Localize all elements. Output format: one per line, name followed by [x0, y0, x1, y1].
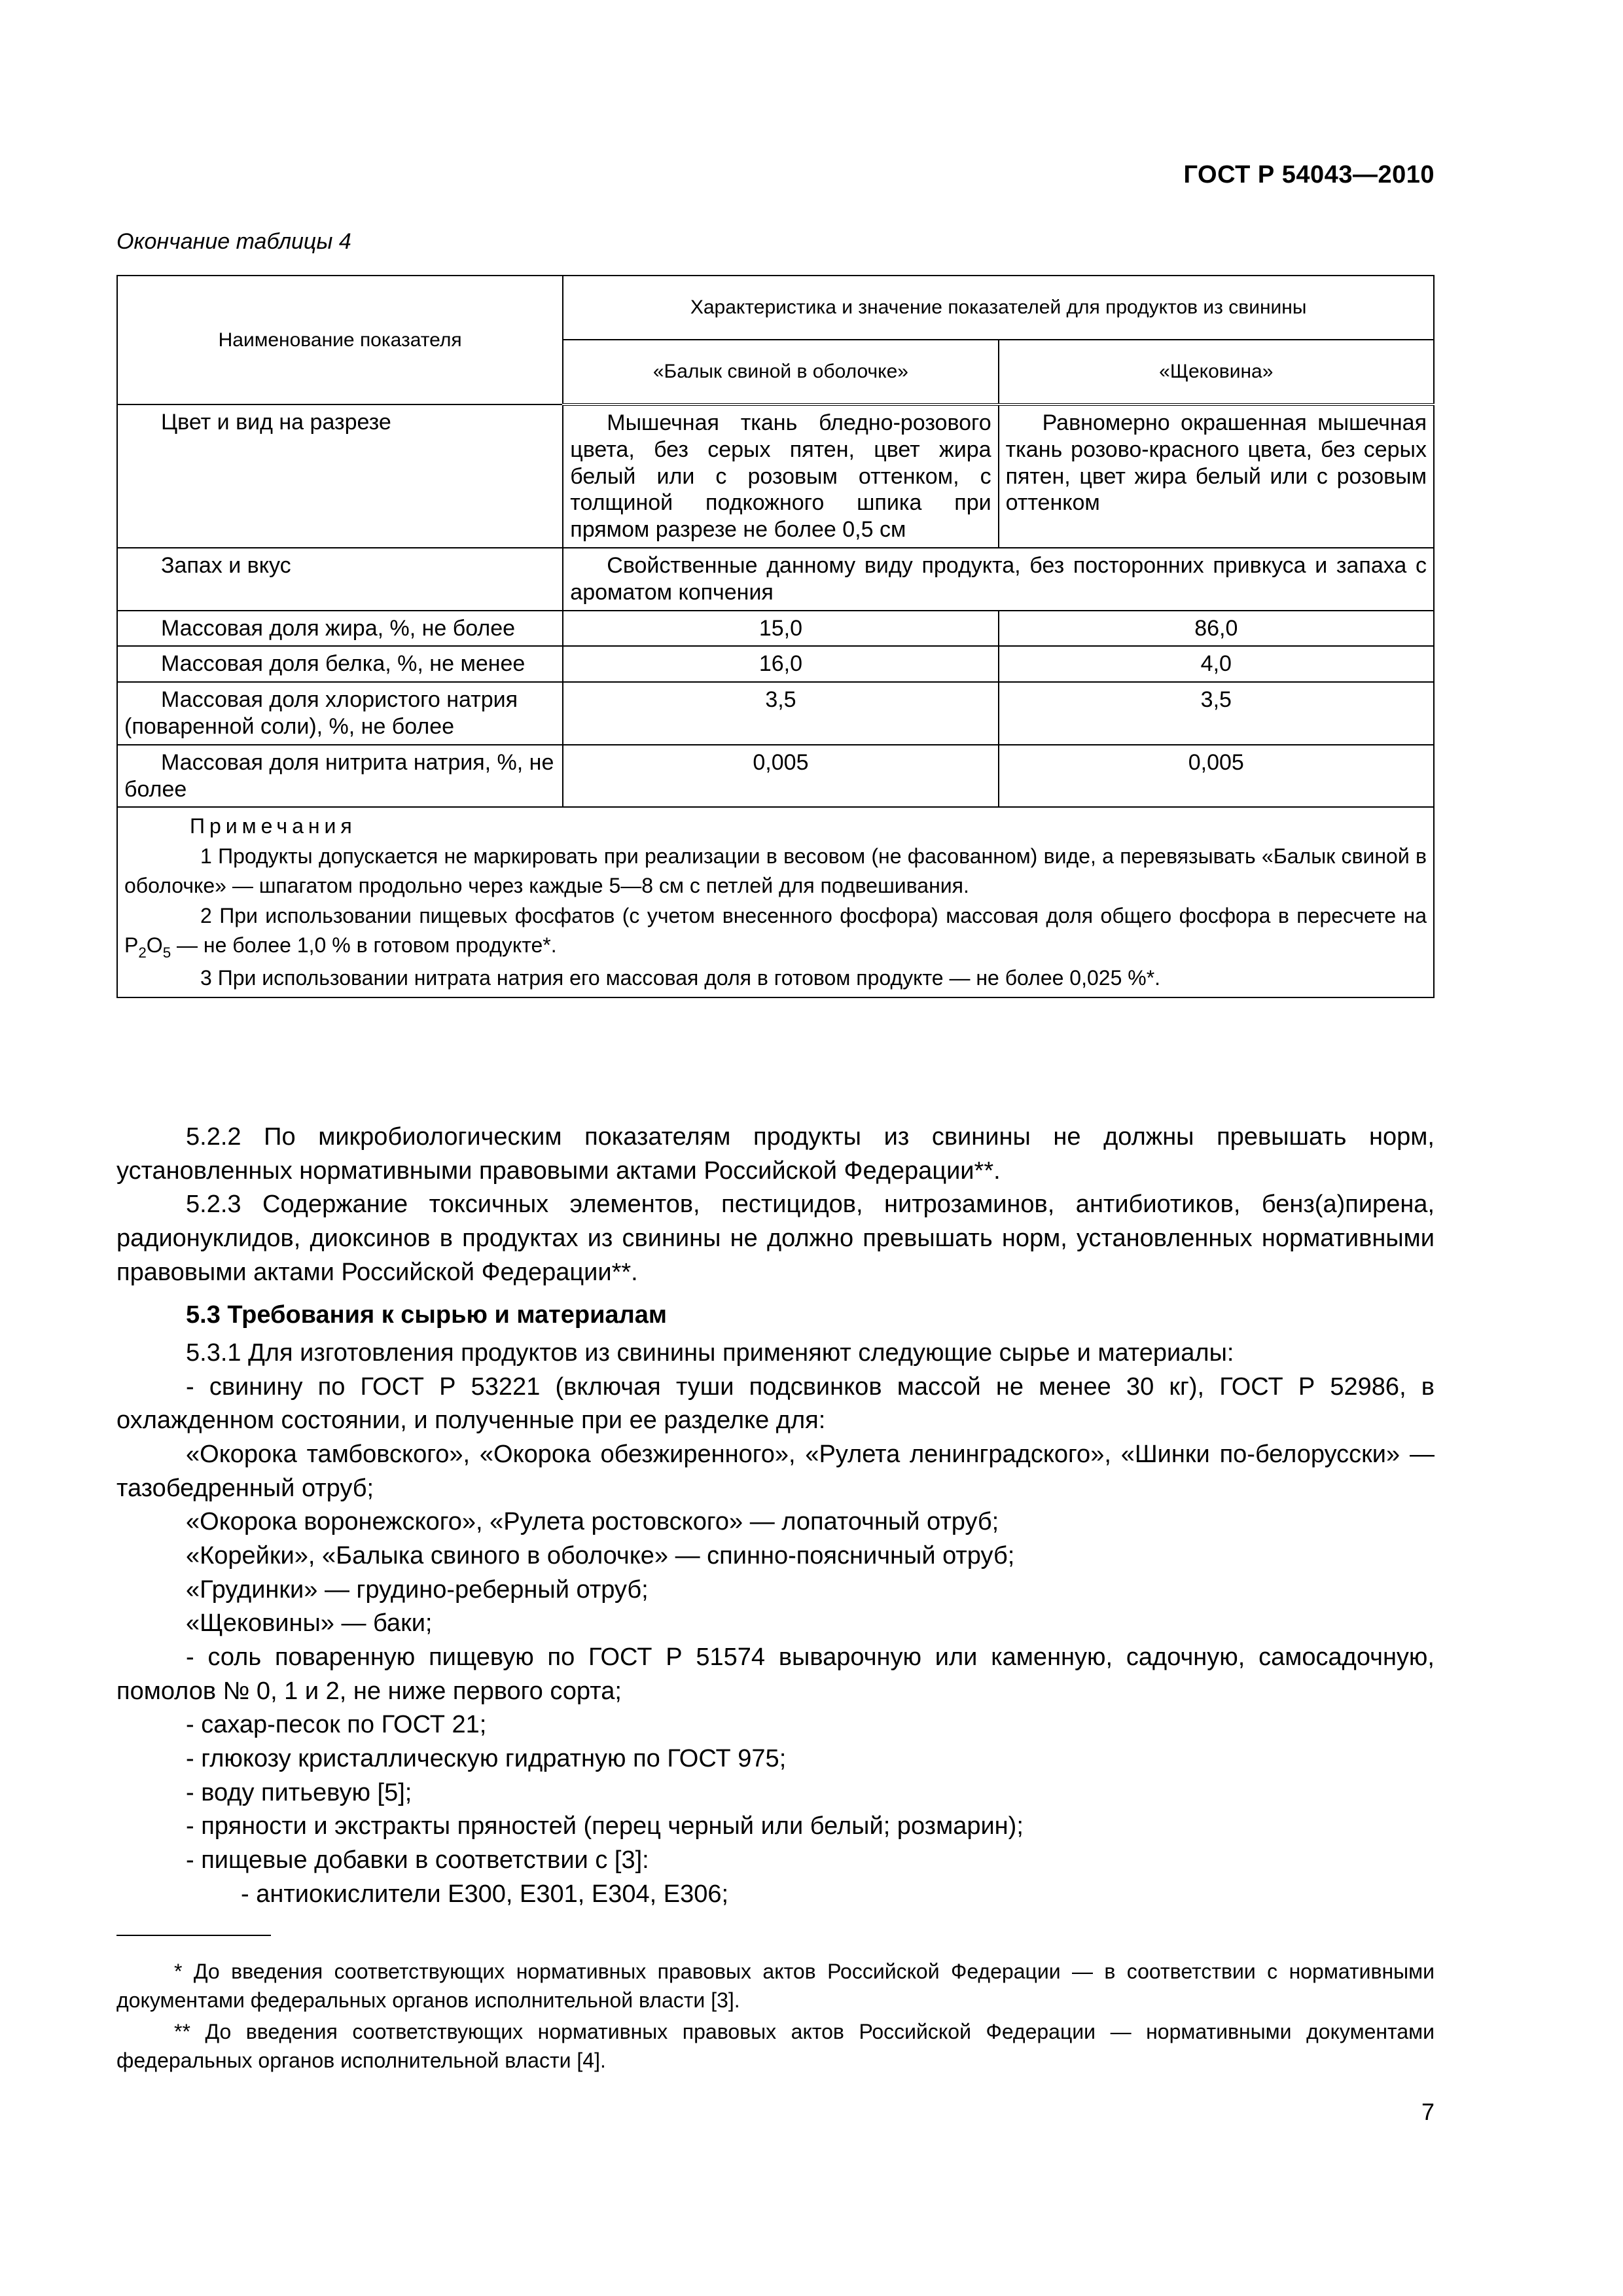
- row-value-shchekovina: 4,0: [999, 646, 1434, 682]
- row-value-balyk: Мышечная ткань бледно-розового цвета, без серых пятен, цвет жира белый или с розовым оттенком, с толщиной подкожного шпика при прямом разрезе не более 0,5 см: [563, 404, 998, 548]
- header-col-balyk: «Балык свиной в оболочке»: [563, 340, 998, 404]
- table-row: [117, 745, 1434, 808]
- footnote-1: * До введения соответствующих нормативных правовых актов Российской Федерации — в соответствии с нормативными документами федеральных органов исполнительной власти [3].: [116, 1960, 1435, 2013]
- note-2: 2 При использовании пищевых фосфатов (с учетом внесенного фосфора) массовая доля общего фосфора в пересчете на $P_2O_5$ — не более 1,0 % в готовом продукте*.: [124, 903, 1427, 961]
- row-name: Массовая доля белка, %, не менее: [117, 646, 563, 682]
- row-value-balyk: 15,0: [563, 611, 998, 647]
- row-value-balyk: 16,0: [563, 646, 998, 682]
- list-item: - сахар-песок по ГОСТ 21;: [186, 1711, 487, 1739]
- document-code: ГОСТ Р 54043—2010: [1183, 161, 1435, 188]
- list-item: - глюкозу кристаллическую гидратную по ГОСТ 975;: [186, 1745, 787, 1773]
- table-row: [117, 404, 1434, 548]
- row-name: Массовая доля жира, %, не более: [117, 611, 563, 647]
- row-value-shchekovina: 3,5: [999, 682, 1434, 745]
- list-item: - пищевые добавки в соответствии с [3]:: [186, 1846, 649, 1874]
- row-value-shchekovina: Равномерно окрашенная мышечная ткань розово-красного цвета, без серых пятен, цвет жира белый или с розовым оттенком: [999, 404, 1434, 548]
- header-col-shchekovina: «Щековина»: [999, 340, 1434, 404]
- notes-title: Примечания: [190, 814, 357, 838]
- row-value-shchekovina: 0,005: [999, 745, 1434, 808]
- section-heading-5-3: 5.3 Требования к сырью и материалам: [186, 1301, 667, 1329]
- header-group: Характеристика и значение показателей для продуктов из свинины: [563, 276, 1434, 340]
- row-name: Запах и вкус: [117, 548, 563, 611]
- table-row: [117, 682, 1434, 745]
- table-row: [117, 646, 1434, 682]
- list-item: «Грудинки» — грудино-реберный отруб;: [186, 1575, 649, 1604]
- footnotes: [116, 1957, 1435, 2078]
- paragraph-5-3-1: 5.3.1 Для изготовления продуктов из свинины применяют следующие сырье и материалы:: [186, 1339, 1234, 1367]
- list-item: «Окорока воронежского», «Рулета ростовского» — лопаточный отруб;: [186, 1508, 999, 1536]
- table-notes: [117, 807, 1434, 997]
- table-notes-row: [117, 807, 1434, 997]
- properties-table: [116, 275, 1435, 998]
- list-item: - соль поваренную пищевую по ГОСТ Р 51574 выварочную или каменную, садочную, самосадочную, помолов № 0, 1 и 2, не ниже первого сорта;: [116, 1643, 1435, 1705]
- list-item: - свинину по ГОСТ Р 53221 (включая туши подсвинков массой не менее 30 кг), ГОСТ Р 52986, в охлажденном состоянии, и полученные при ее разделке для:: [116, 1372, 1435, 1435]
- row-name: Массовая доля нитрита натрия, %, не более: [117, 745, 563, 808]
- row-name: Массовая доля хлористого натрия (поваренной соли), %, не более: [117, 682, 563, 745]
- list-item: - пряности и экстракты пряностей (перец черный или белый; розмарин);: [186, 1812, 1024, 1840]
- page-number: 7: [1421, 2098, 1435, 2125]
- footnote-2: ** До введения соответствующих нормативных правовых актов Российской Федерации — нормативными документами федеральных органов исполнительной власти [4].: [116, 2020, 1435, 2073]
- header-name-column: Наименование показателя: [117, 276, 563, 404]
- paragraph-5-2-2: 5.2.2 По микробиологическим показателям продукты из свинины не должны превышать норм, установленных нормативными правовыми актами Российской Федерации**.: [116, 1123, 1435, 1185]
- row-value-merged: Свойственные данному виду продукта, без посторонних привкуса и запаха с ароматом копчения: [563, 548, 1434, 611]
- list-item: «Корейки», «Балыка свиного в оболочке» — спинно-поясничный отруб;: [186, 1542, 1015, 1570]
- footnote-divider: [116, 1935, 271, 1936]
- table-row: [117, 548, 1434, 611]
- list-item: «Окорока тамбовского», «Окорока обезжиренного», «Рулета ленинградского», «Шинки по-белорусски» — тазобедренный отруб;: [116, 1441, 1435, 1502]
- row-value-balyk: 0,005: [563, 745, 998, 808]
- list-item: - воду питьевую [5];: [186, 1778, 412, 1806]
- table-header-row: [117, 276, 1434, 340]
- list-item: «Щековины» — баки;: [186, 1609, 433, 1638]
- table-row: [117, 611, 1434, 647]
- body-text: [116, 1121, 1435, 1911]
- row-name: Цвет и вид на разрезе: [117, 404, 563, 548]
- row-value-shchekovina: 86,0: [999, 611, 1434, 647]
- row-value-balyk: 3,5: [563, 682, 998, 745]
- note-3: 3 При использовании нитрата натрия его массовая доля в готовом продукте — не более 0,025 %*.: [200, 965, 1161, 990]
- note-1: 1 Продукты допускается не маркировать при реализации в весовом (не фасованном) виде, а перевязывать «Балык свиной в оболочке» — шпагатом продольно через каждые 5—8 см с петлей для подвешивания.: [124, 844, 1427, 898]
- paragraph-5-2-3: 5.2.3 Содержание токсичных элементов, пестицидов, нитрозаминов, антибиотиков, бенз(а)пирена, радионуклидов, диоксинов в продуктах из свинины не должно превышать норм, установленных нормативными правовыми актами Российской Федерации**.: [116, 1191, 1435, 1286]
- table-caption: Окончание таблицы 4: [116, 229, 351, 254]
- list-subitem: - антиокислители Е300, Е301, Е304, Е306;: [241, 1880, 729, 1908]
